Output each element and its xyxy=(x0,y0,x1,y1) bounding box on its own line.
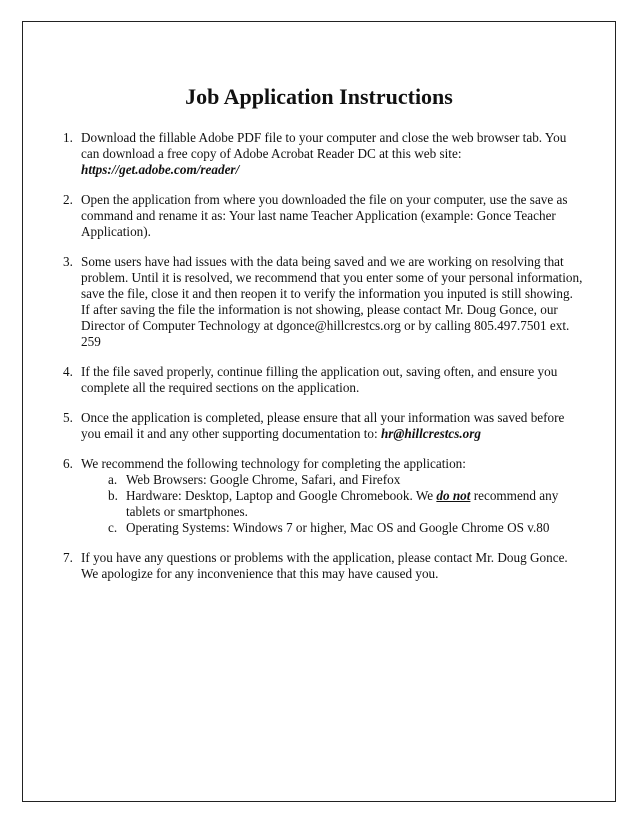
item-number: 1. xyxy=(63,130,73,145)
list-item xyxy=(63,130,583,178)
emphasis-do-not: do not xyxy=(436,488,471,503)
list-item xyxy=(63,364,583,396)
hr-email-link[interactable]: hr@hillcrestcs.org xyxy=(380,426,481,441)
item-text: Some users have had issues with the data being saved and we are working on resolving that problem. Until it is resolved, we recommend that you enter some of your personal information, save the file, close it and then reopen it to verify the information you inputed is still showing. If after saving the file the information is not showing, please contact Mr. Doug Gonce, our Director of Computer Technology at dgonce@hillcrestcs.org or by calling 805.497.7501 ext. 259 xyxy=(81,254,583,349)
item-text: Once the application is completed, please ensure that all your information was saved before you email it and any other supporting documentation to: xyxy=(81,410,565,441)
page-title: Job Application Instructions xyxy=(185,84,453,109)
list-item xyxy=(63,254,583,350)
sub-item-letter: b. xyxy=(108,488,118,503)
item-number: 6. xyxy=(63,456,73,471)
sub-item-text: recommend any tablets or smartphones. xyxy=(126,488,559,519)
item-text: We recommend the following technology for completing the application: xyxy=(81,456,466,471)
sub-item xyxy=(108,520,583,536)
item-number: 3. xyxy=(63,254,73,269)
list-item xyxy=(63,410,583,442)
list-item xyxy=(63,192,583,240)
document-page xyxy=(22,21,616,802)
item-number: 7. xyxy=(63,550,73,565)
sub-item-text: Hardware: Desktop, Laptop and Google Chromebook. We xyxy=(126,488,437,503)
sub-item-letter: c. xyxy=(108,520,118,535)
sub-item-text: Web Browsers: Google Chrome, Safari, and Firefox xyxy=(126,472,401,487)
adobe-reader-link[interactable]: https://get.adobe.com/reader/ xyxy=(81,162,240,177)
item-text: Open the application from where you downloaded the file on your computer, use the save as command and rename it as: Your last name Teacher Application (example: Gonce Teacher Application). xyxy=(81,192,568,239)
item-text: Download the fillable Adobe PDF file to your computer and close the web browser tab. You can download a free copy of Adobe Acrobat Reader DC at this web site: xyxy=(81,130,567,161)
technology-sublist xyxy=(81,472,583,536)
instructions-list xyxy=(63,130,583,596)
item-number: 4. xyxy=(63,364,73,379)
list-item xyxy=(63,550,583,582)
sub-item-text: Operating Systems: Windows 7 or higher, Mac OS and Google Chrome OS v.80 xyxy=(126,520,550,535)
item-text: If you have any questions or problems with the application, please contact Mr. Doug Gonce. We apologize for any inconvenience that this may have caused you. xyxy=(81,550,568,581)
item-number: 2. xyxy=(63,192,73,207)
list-item xyxy=(63,456,583,536)
sub-item-letter: a. xyxy=(108,472,118,487)
item-number: 5. xyxy=(63,410,73,425)
sub-item xyxy=(108,472,583,488)
sub-item xyxy=(108,488,583,520)
item-text: If the file saved properly, continue filling the application out, saving often, and ensure you complete all the required sections on the application. xyxy=(81,364,558,395)
